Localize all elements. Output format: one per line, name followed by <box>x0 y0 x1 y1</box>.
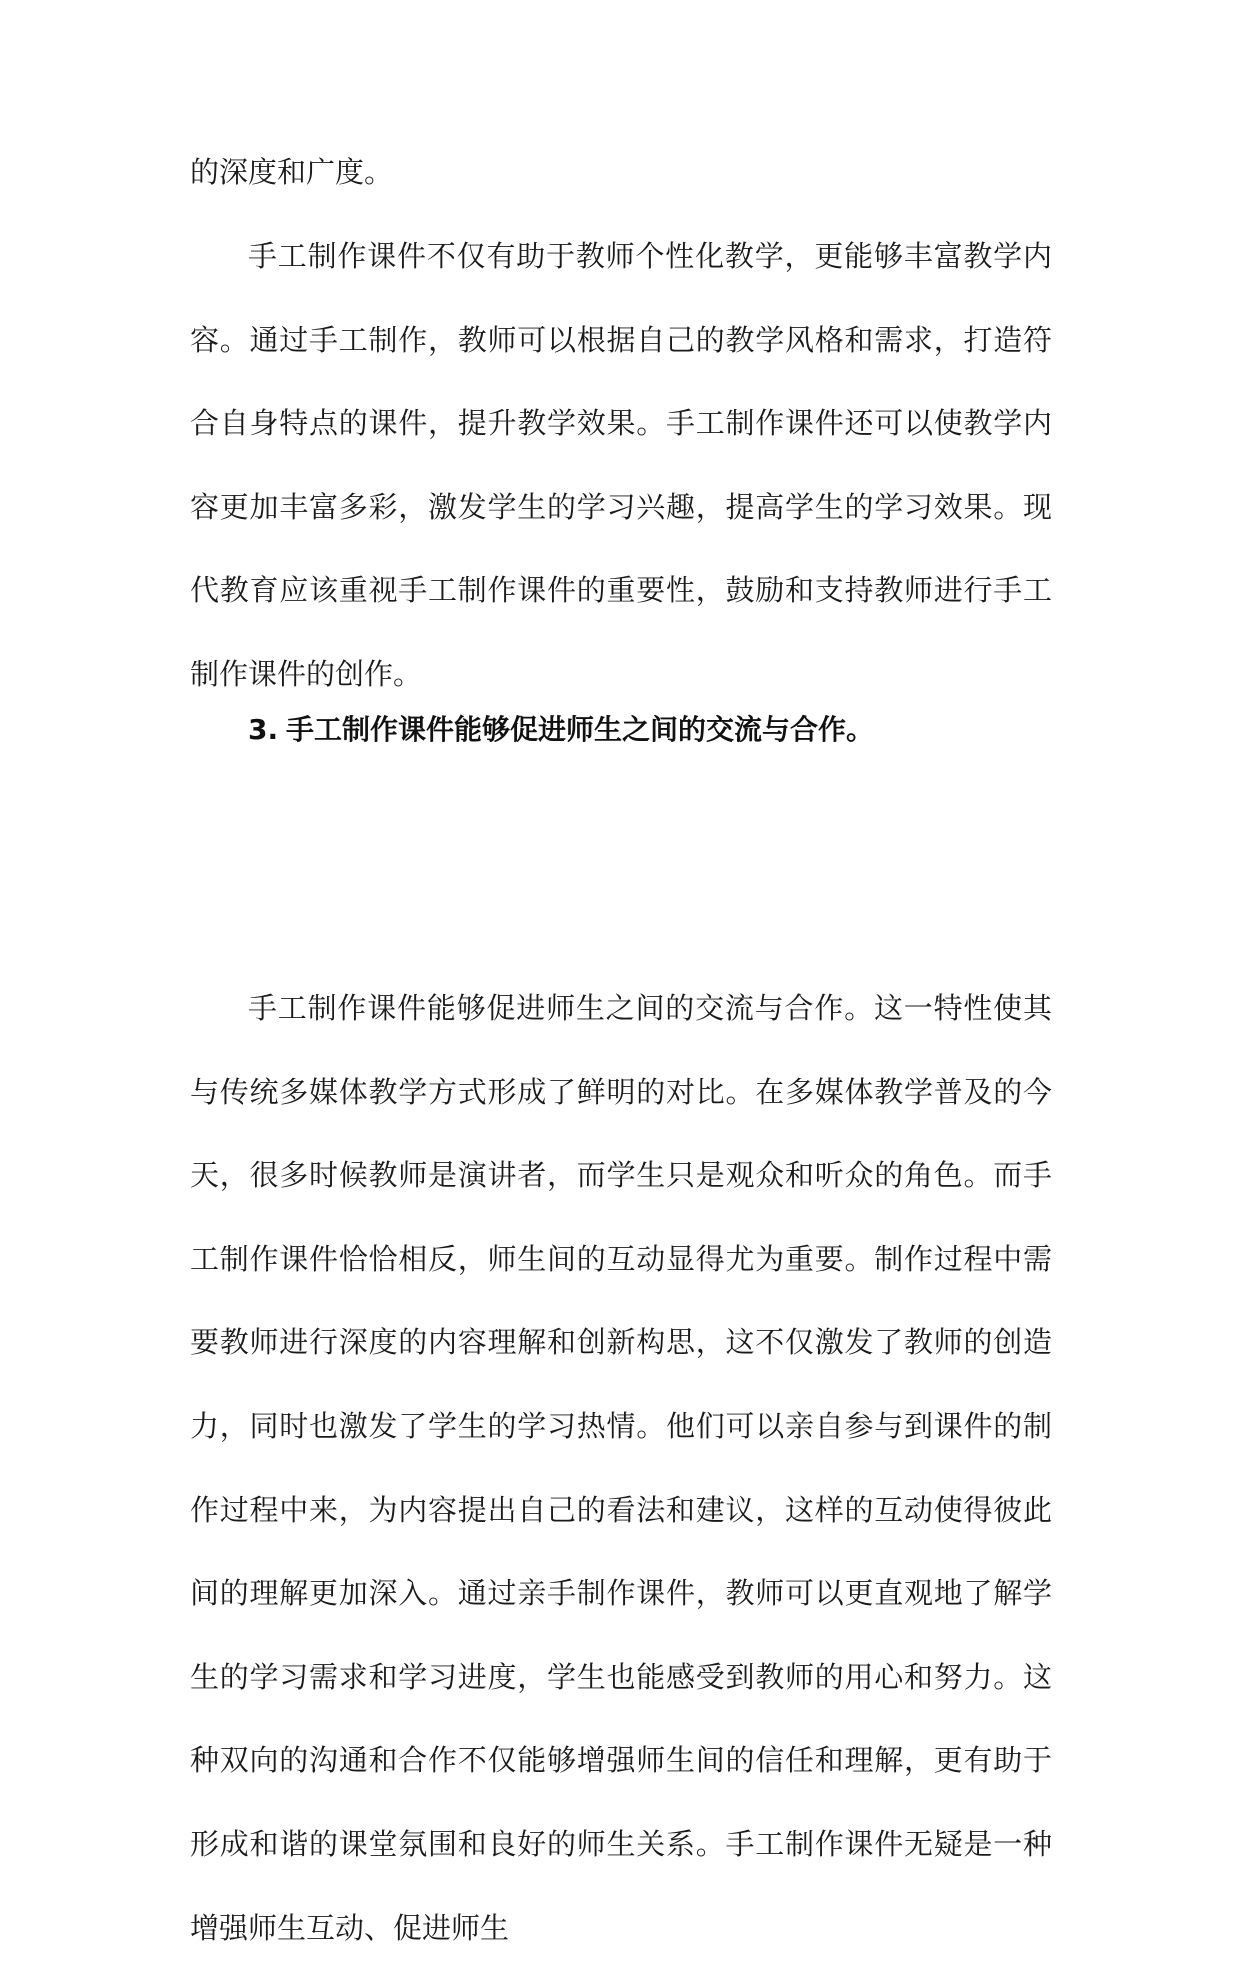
paragraph-teacher-student-interaction: 手工制作课件能够促进师生之间的交流与合作。这一特性使其与传统多媒体教学方式形成了鲜明的对比。在多媒体教学普及的今天，很多时候教师是演讲者，而学生只是观众和听众的角色。而手工制作课件恰恰相反，师生间的互动显得尤为重要。制作过程中需要教师进行深度的内容理解和创新构思，这不仅激发了教师的创造力，同时也激发了学生的学习热情。他们可以亲自参与到课件的制作过程中来，为内容提出自己的看法和建议，这样的互动使得彼此间的理解更加深入。通过亲手制作课件，教师可以更直观地了解学生的学习需求和学习进度，学生也能感受到教师的用心和努力。这种双向的沟通和合作不仅能够增强师生间的信任和理解，更有助于形成和谐的课堂氛围和良好的师生关系。手工制作课件无疑是一种增强师生互动、促进师生 <box>190 991 1052 1945</box>
section-heading-text: 手工制作课件能够促进师生之间的交流与合作。 <box>286 713 875 746</box>
section-heading-3 <box>248 710 874 750</box>
section-number: 3. <box>248 713 279 746</box>
paragraph-courseware-benefits: 手工制作课件不仅有助于教师个性化教学，更能够丰富教学内容。通过手工制作，教师可以根据自己的教学风格和需求，打造符合自身特点的课件，提升教学效果。手工制作课件还可以使教学内容更加丰富多彩，激发学生的学习兴趣，提高学生的学习效果。现代教育应该重视手工制作课件的重要性，鼓励和支持教师进行手工制作课件的创作。 <box>190 239 1052 691</box>
paragraph-continuation: 的深度和广度。 <box>190 155 394 189</box>
